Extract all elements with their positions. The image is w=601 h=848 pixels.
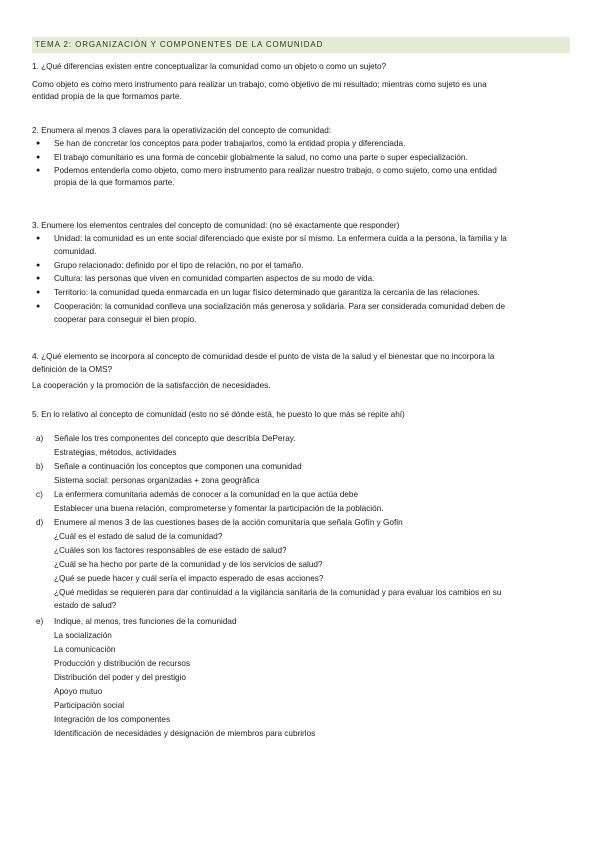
answer-4: La cooperación y la promoción de la satisfacción de necesidades. <box>32 381 271 390</box>
sub-question: La enfermera comunitaria además de conocer a la comunidad en la que actúa debe <box>54 490 359 499</box>
sub-answer: ¿Cuál es el estado de salud de la comunidad? <box>54 532 223 541</box>
sub-answer: Estrategias, métodos, actividades <box>54 448 177 457</box>
list-item-continuation: cooperar para conseguir el bien propio. <box>54 315 197 324</box>
list-item: Territorio: la comunidad queda enmarcada en un lugar físico determinado que garantiza la cercanía de las relaciones. <box>54 288 481 297</box>
list-item: Cultura: las personas que viven en comunidad comparten aspectos de su modo de vida. <box>54 274 375 283</box>
sub-answer: ¿Qué se puede hacer y cuál sería el impacto esperado de esas acciones? <box>54 574 324 583</box>
sub-answer: Distribución del poder y del prestigio <box>54 673 186 682</box>
list-item: Unidad: la comunidad es un ente social diferenciado que existe por sí mismo. La enfermera cuida a la persona, la familia y la <box>54 234 507 243</box>
bullet-dot: ● <box>36 154 41 161</box>
sub-answer: Establecer una buena relación, comprometerse y fomentar la participación de la población. <box>54 504 384 513</box>
list-item: El trabajo comunitario es una forma de concebir globalmente la salud, no como una parte o super especialización. <box>54 153 468 162</box>
item-label: b) <box>36 462 44 471</box>
sub-answer: ¿Qué medidas se requieren para dar continuidad a la vigilancia sanitaria de la comunidad y para evaluar los cambios en su <box>54 588 502 597</box>
bullet-dot: ● <box>36 140 41 147</box>
sub-question: Enumere al menos 3 de las cuestiones bases de la acción comunitaria que señala Gofín y Gofin <box>54 518 403 527</box>
bullet-dot: ● <box>36 303 41 310</box>
answer-1-line: Como objeto es como mero instrumento para realizar un trabajo, como objetivo de mi resultado; mientras como sujeto es una <box>32 80 487 89</box>
list-item: Grupo relacionado: definido por el tipo de relación, no por el tamaño. <box>54 261 304 270</box>
list-item: Cooperación: la comunidad conlleva una socialización más generosa y solidaria. Para ser considerada comunidad deben de <box>54 302 506 311</box>
question-3: 3. Enumere los elementos centrales del concepto de comunidad: (no sé exactamente que responder) <box>32 221 400 230</box>
list-item: Podemos entenderla como objeto, como mero instrumento para realizar nuestro trabajo, o como sujeto, como una entidad <box>54 166 497 175</box>
question-4-continuation: definición de la OMS? <box>32 365 113 374</box>
sub-question: Señale los tres componentes del concepto que describía DePeray. <box>54 434 296 443</box>
sub-answer: Sistema social: personas organizadas + zona geográfica <box>54 476 260 485</box>
list-item-continuation: comunidad. <box>54 247 97 256</box>
sub-question: Señale a continuación los conceptos que componen una comunidad <box>54 462 302 471</box>
sub-answer: ¿Cuáles son los factores responsables de ese estado de salud? <box>54 546 287 555</box>
sub-answer: La comunicación <box>54 645 116 654</box>
sub-answer: Integración de los componentes <box>54 715 171 724</box>
bullet-dot: ● <box>36 275 41 282</box>
list-item-continuation: propia de la que formamos parte. <box>54 178 175 187</box>
item-label: d) <box>36 518 44 527</box>
answer-1-line: entidad propia de la que formamos parte. <box>32 92 182 101</box>
sub-answer: Participación social <box>54 701 125 710</box>
question-4: 4. ¿Qué elemento se incorpora al concepto de comunidad desde el punto de vista de la salud y el bienestar que no incorpora la <box>32 352 495 361</box>
list-item: Se han de concretar los conceptos para poder trabajarlos, como la entidad propia y diferenciada. <box>54 139 406 148</box>
sub-answer-continuation: estado de salud? <box>54 601 117 610</box>
question-5: 5. En lo relativo al concepto de comunidad (esto no sé dónde está, he puesto lo que más se repite ahí) <box>32 410 405 419</box>
question-2: 2. Enumera al menos 3 claves para la operativización del concepto de comunidad: <box>32 126 332 135</box>
item-label: e) <box>36 617 44 626</box>
sub-answer: Identificación de necesidades y designación de miembros para cubrirlos <box>54 729 316 738</box>
item-label: a) <box>36 434 44 443</box>
bullet-dot: ● <box>36 289 41 296</box>
sub-answer: ¿Cuál se ha hecho por parte de la comunidad y de los servicios de salud? <box>54 560 323 569</box>
item-label: c) <box>36 490 43 499</box>
sub-answer: Apoyo mutuo <box>54 687 103 696</box>
bullet-dot: ● <box>36 235 41 242</box>
document-title: TEMA 2: ORGANIZACIÓN Y COMPONENTES DE LA COMUNIDAD <box>35 40 324 49</box>
sub-question: Indique, al menos, tres funciones de la comunidad <box>54 617 237 626</box>
bullet-dot: ● <box>36 262 41 269</box>
title-bar <box>32 37 570 53</box>
sub-answer: La socialización <box>54 631 112 640</box>
sub-answer: Producción y distribución de recursos <box>54 659 191 668</box>
question-1: 1. ¿Qué diferencias existen entre conceptualizar la comunidad como un objeto o como un sujeto? <box>32 62 387 71</box>
bullet-dot: ● <box>36 167 41 174</box>
